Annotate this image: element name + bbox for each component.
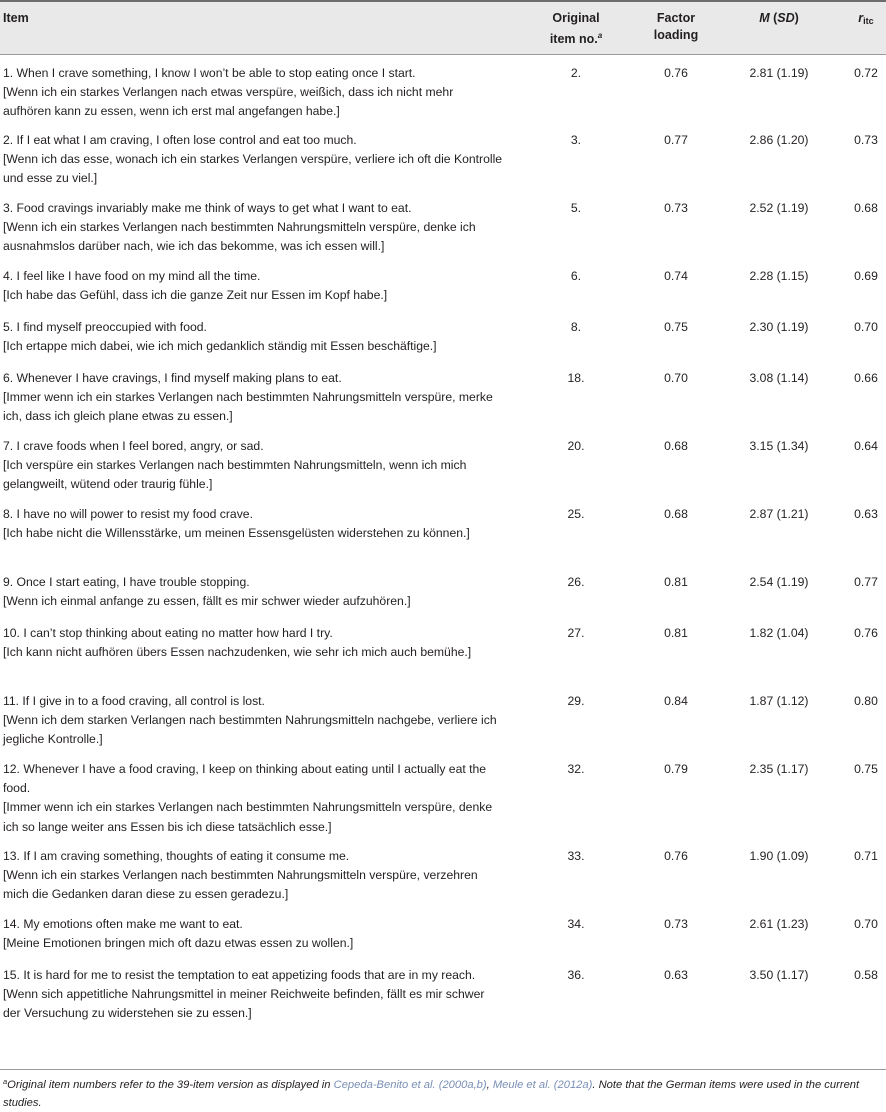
item-english: 13. If I am craving something, thoughts of eating it consume me.	[3, 849, 350, 863]
mean-sd: 2.30 (1.19)	[749, 320, 809, 334]
factor-loading: 0.75	[664, 320, 688, 334]
header-factor-loading	[638, 10, 714, 44]
factor-loading: 0.68	[664, 439, 688, 453]
header-original-line2: item no.	[549, 32, 598, 46]
item-english: 14. My emotions often make me want to eat.	[3, 917, 243, 931]
item-english: 9. Once I start eating, I have trouble stopping.	[3, 575, 250, 589]
original-item-no: 2.	[570, 66, 582, 80]
header-original-item-no	[538, 10, 614, 48]
factor-loading: 0.68	[664, 507, 688, 521]
mean-sd: 1.82 (1.04)	[749, 626, 809, 640]
item-english: 10. I can’t stop thinking about eating no matter how hard I try.	[3, 626, 333, 640]
footnote-ref-meule[interactable]: Meule et al. (2012a)	[492, 1079, 593, 1091]
item-german: [Ich verspüre ein starkes Verlangen nach bestimmten Nahrungsmitteln, wenn ich mich gelangweilt, wütend oder traurig fühle.]	[3, 458, 467, 492]
original-item-no: 3.	[570, 133, 582, 147]
item-english: 15. It is hard for me to resist the temptation to eat appetizing foods that are in my reach.	[3, 968, 476, 982]
factor-loading: 0.63	[664, 968, 688, 982]
mean-sd: 2.35 (1.17)	[749, 762, 809, 776]
factor-loading: 0.76	[664, 66, 688, 80]
footnote-sup: a	[3, 1077, 8, 1086]
ritc-value: 0.72	[854, 66, 878, 80]
ritc-value: 0.70	[854, 320, 878, 334]
header-m-sd: M (SD)	[759, 11, 799, 25]
ritc-value: 0.76	[854, 626, 878, 640]
footnote-divider	[0, 1069, 886, 1070]
item-english: 4. I feel like I have food on my mind all the time.	[3, 269, 261, 283]
item-german: [Wenn ich das esse, wonach ich ein starkes Verlangen verspüre, verliere ich oft die Kontrolle und esse zu viel.]	[3, 152, 503, 186]
footnote-sep: ,	[486, 1079, 493, 1091]
item-text	[3, 64, 503, 122]
item-text	[3, 267, 503, 305]
item-german: [Ich habe nicht die Willensstärke, um meinen Essensgelüsten widerstehen zu können.]	[3, 526, 470, 541]
factor-loading: 0.84	[664, 694, 688, 708]
item-text	[3, 624, 503, 662]
item-german: [Wenn ich dem starken Verlangen nach bestimmten Nahrungsmitteln nachgebe, verliere ich jegliche Kontrolle.]	[3, 713, 497, 747]
original-item-no: 32.	[567, 762, 585, 776]
original-item-no: 6.	[570, 269, 582, 283]
ritc-value: 0.70	[854, 917, 878, 931]
mean-sd: 3.08 (1.14)	[749, 371, 809, 385]
item-english: 12. Whenever I have a food craving, I keep on thinking about eating until I actually eat the food.	[3, 762, 487, 796]
item-german: [Wenn ich ein starkes Verlangen nach etwas verspüre, weißich, dass ich nicht mehr aufhören kann zu essen, wenn ich erst mal angefangen habe.]	[3, 85, 454, 119]
header-m: M	[759, 11, 770, 25]
item-english: 1. When I crave something, I know I won’t be able to stop eating once I start.	[3, 66, 416, 80]
header-factor-line2: loading	[653, 28, 699, 42]
item-english: 7. I crave foods when I feel bored, angry, or sad.	[3, 439, 264, 453]
item-german: [Immer wenn ich ein starkes Verlangen nach bestimmten Nahrungsmitteln verspüre, merke ich, dass ich gleich plane etwas zu essen.]	[3, 390, 493, 424]
item-text	[3, 847, 503, 905]
ritc-value: 0.73	[854, 133, 878, 147]
original-item-no: 27.	[567, 626, 585, 640]
item-german: [Wenn sich appetitliche Nahrungsmittel in meiner Reichweite befinden, fällt es mir schwer der Versuchung zu widerstehen sie zu essen.]	[3, 987, 485, 1021]
item-text	[3, 318, 503, 356]
mean-sd: 2.81 (1.19)	[749, 66, 809, 80]
header-sd: SD	[777, 11, 795, 25]
item-german: [Ich habe das Gefühl, dass ich die ganze Zeit nur Essen im Kopf habe.]	[3, 288, 388, 303]
original-item-no: 33.	[567, 849, 585, 863]
mean-sd: 2.54 (1.19)	[749, 575, 809, 589]
header-original-sup: a	[597, 31, 603, 40]
item-english: 11. If I give in to a food craving, all control is lost.	[3, 694, 265, 708]
header-r: r	[858, 11, 864, 25]
item-german: [Meine Emotionen bringen mich oft dazu etwas essen zu wollen.]	[3, 936, 354, 951]
mean-sd: 2.52 (1.19)	[749, 201, 809, 215]
item-german: [Wenn ich ein starkes Verlangen nach bestimmten Nahrungsmitteln verspüre, verzehren mich die Gedanken daran diese zu essen geradezu.]	[3, 868, 478, 902]
item-english: 3. Food cravings invariably make me think of ways to get what I want to eat.	[3, 201, 412, 215]
ritc-value: 0.68	[854, 201, 878, 215]
header-original-line1: Original	[552, 11, 600, 25]
ritc-value: 0.58	[854, 968, 878, 982]
item-english: 8. I have no will power to resist my food crave.	[3, 507, 253, 521]
mean-sd: 2.87 (1.21)	[749, 507, 809, 521]
item-german: [Immer wenn ich ein starkes Verlangen nach bestimmten Nahrungsmitteln verspüre, denke ich so lange weiter ans Essen bis ich diese tatsächlich esse.]	[3, 800, 493, 834]
factor-loading: 0.81	[664, 575, 688, 589]
item-english: 2. If I eat what I am craving, I often lose control and eat too much.	[3, 133, 357, 147]
item-german: [Ich ertappe mich dabei, wie ich mich gedanklich ständig mit Essen beschäftige.]	[3, 339, 437, 354]
factor-loading: 0.73	[664, 201, 688, 215]
footnote-ref-cepeda[interactable]: Cepeda-Benito et al. (2000a,b)	[333, 1079, 487, 1091]
ritc-value: 0.66	[854, 371, 878, 385]
original-item-no: 34.	[567, 917, 585, 931]
mean-sd: 3.15 (1.34)	[749, 439, 809, 453]
factor-loading: 0.79	[664, 762, 688, 776]
item-english: 6. Whenever I have cravings, I find myself making plans to eat.	[3, 371, 342, 385]
footnote-text-1: Original item numbers refer to the 39-item version as displayed in	[7, 1079, 334, 1091]
table-header	[0, 0, 886, 55]
mean-sd: 2.61 (1.23)	[749, 917, 809, 931]
item-german: [Wenn ich einmal anfange zu essen, fällt es mir schwer wieder aufzuhören.]	[3, 594, 411, 609]
header-factor-line1: Factor	[656, 11, 696, 25]
original-item-no: 20.	[567, 439, 585, 453]
factor-loading: 0.74	[664, 269, 688, 283]
ritc-value: 0.63	[854, 507, 878, 521]
original-item-no: 5.	[570, 201, 582, 215]
item-german: [Wenn ich ein starkes Verlangen nach bestimmten Nahrungsmitteln verspüre, denke ich ausnahmslos darüber nach, wie ich das bekomme, was ich essen will.]	[3, 220, 476, 254]
mean-sd: 2.86 (1.20)	[749, 133, 809, 147]
header-r-sub: itc	[863, 16, 874, 26]
item-german: [Ich kann nicht aufhören übers Essen nachzudenken, wie sehr ich mich auch bemühe.]	[3, 645, 472, 660]
original-item-no: 36.	[567, 968, 585, 982]
ritc-value: 0.75	[854, 762, 878, 776]
item-text	[3, 760, 503, 837]
ritc-value: 0.71	[854, 849, 878, 863]
item-text	[3, 966, 503, 1024]
item-text	[3, 437, 503, 495]
footnote	[3, 1073, 883, 1112]
mean-sd: 1.90 (1.09)	[749, 849, 809, 863]
mean-sd: 2.28 (1.15)	[749, 269, 809, 283]
item-text	[3, 573, 503, 611]
footnote-text-2: . Note that the German items were used in the current studies.	[3, 1079, 860, 1109]
original-item-no: 29.	[567, 694, 585, 708]
original-item-no: 8.	[570, 320, 582, 334]
factor-loading: 0.73	[664, 917, 688, 931]
item-text	[3, 131, 503, 189]
item-text	[3, 505, 503, 543]
factor-loading: 0.70	[664, 371, 688, 385]
ritc-value: 0.77	[854, 575, 878, 589]
original-item-no: 25.	[567, 507, 585, 521]
ritc-value: 0.64	[854, 439, 878, 453]
factor-loading: 0.77	[664, 133, 688, 147]
header-item: Item	[3, 11, 29, 25]
item-text	[3, 915, 503, 953]
item-text	[3, 692, 503, 750]
original-item-no: 26.	[567, 575, 585, 589]
mean-sd: 3.50 (1.17)	[749, 968, 809, 982]
item-text	[3, 369, 503, 427]
item-english: 5. I find myself preoccupied with food.	[3, 320, 207, 334]
factor-loading: 0.81	[664, 626, 688, 640]
mean-sd: 1.87 (1.12)	[749, 694, 809, 708]
header-ritc	[846, 10, 886, 30]
ritc-value: 0.80	[854, 694, 878, 708]
item-text	[3, 199, 503, 257]
original-item-no: 18.	[567, 371, 585, 385]
ritc-value: 0.69	[854, 269, 878, 283]
factor-loading: 0.76	[664, 849, 688, 863]
